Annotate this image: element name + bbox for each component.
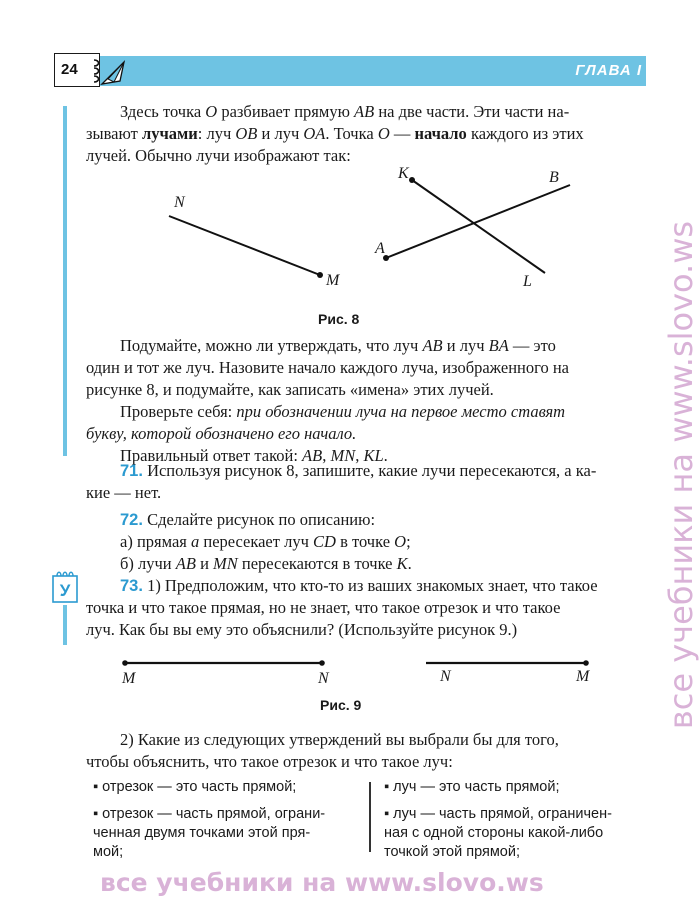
- figure-8-caption: Рис. 8: [318, 311, 360, 327]
- label-B: B: [549, 169, 559, 186]
- part-2-question: 2) Какие из следующих утверждений вы выбрали бы для того, чтобы объяснить, что такое отрезок и что такое луч:: [86, 730, 559, 771]
- fig9-label-N-left: N: [318, 670, 329, 687]
- task-72: 72. Сделайте рисунок по описанию: а) прямая a пересекает луч CD в точке O; б) лучи AB и MN пересекаются в точке K.: [120, 510, 412, 573]
- bullet-ray-1: ▪ луч — это часть прямой;: [384, 779, 560, 795]
- bullet-segment-2: ▪ отрезок — часть прямой, ограни- ченная двумя точками этой пря- мой;: [93, 806, 326, 860]
- ray-KL: [412, 180, 545, 273]
- task-71: 71. Используя рисунок 8, запишите, какие лучи пересекаются, а ка- кие — нет.: [86, 461, 597, 502]
- label-N: N: [174, 194, 185, 211]
- label-L: L: [523, 273, 532, 290]
- fig9-label-M-left: M: [122, 670, 136, 687]
- think-paragraph: Подумайте, можно ли утверждать, что луч AB и луч BA — это один и тот же луч. Назовите начало каждого луча, изображенного на рисунке 8, и подумайте, как записать «имена» этих лучей. Проверьте себя: при обозначении луча на первое место ставят букву, которой обозначено его начало. Правильный ответ такой: AB, MN, KL.: [86, 336, 569, 465]
- bullet-ray-2: ▪ луч — часть прямой, ограничен- ная с одной стороны какой-либо точкой этой прямой;: [384, 806, 612, 860]
- reasoning-task-badge-icon: [52, 570, 80, 606]
- chapter-title: ГЛАВА I: [575, 62, 642, 79]
- bullet-column-divider: [369, 782, 371, 852]
- point-N: [319, 660, 325, 666]
- ray-MN: [169, 216, 320, 275]
- bottom-watermark: все учебники на www.slovo.ws: [100, 868, 544, 897]
- badge-letter: У: [59, 581, 71, 600]
- fig9-label-N-right: N: [440, 668, 451, 685]
- fig9-label-M-right: M: [576, 668, 590, 685]
- ray-AB: [386, 185, 570, 258]
- task-73: 73. 1) Предположим, что кто-то из ваших знакомых знает, что такое точка и что такое прямая, но не знает, что такое отрезок и что такое луч. Как бы вы ему это объяснили? (Используйте рисунок 9.): [86, 576, 598, 639]
- figure-9-caption: Рис. 9: [320, 697, 362, 713]
- bullet-segment-1: ▪ отрезок — это часть прямой;: [93, 779, 297, 795]
- label-K: K: [398, 165, 409, 182]
- intro-paragraph: Здесь точка O разбивает прямую AB на две части. Эти части на- зывают лучами: луч OB и луч OA. Точка O — начало каждого из этих лучей. Обычно лучи изображают так:: [86, 102, 584, 165]
- point-M: [122, 660, 128, 666]
- side-watermark: все учебники на www.slovo.ws: [662, 220, 700, 730]
- page-number: 24: [61, 61, 78, 78]
- point-M: [583, 660, 589, 666]
- label-A: A: [375, 240, 385, 257]
- label-M: M: [326, 272, 340, 289]
- point-M: [317, 272, 323, 278]
- point-K: [409, 177, 415, 183]
